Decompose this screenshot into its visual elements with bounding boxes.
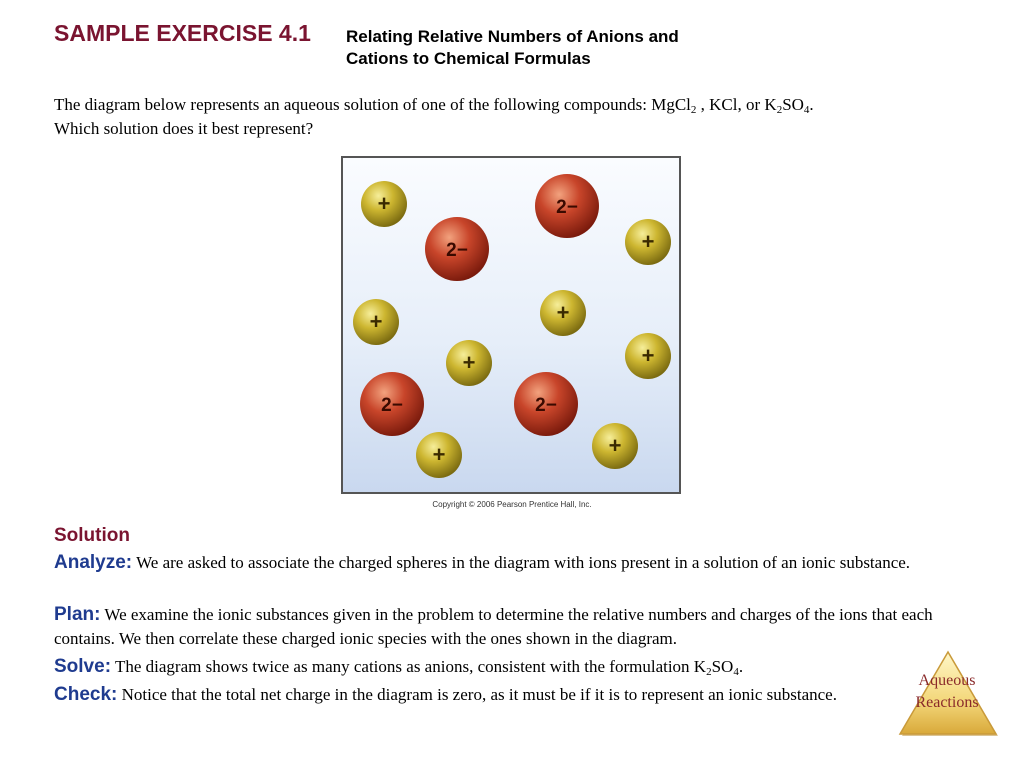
svg-text:2−: 2−	[556, 197, 578, 218]
anion-sphere	[360, 372, 424, 436]
analyze-label: Analyze:	[54, 552, 133, 573]
exercise-subtitle	[346, 26, 766, 70]
plan-section	[54, 603, 954, 651]
plan-label: Plan:	[54, 604, 101, 625]
analyze-section	[54, 551, 954, 575]
cation-sphere	[446, 340, 492, 386]
cation-sphere	[416, 432, 462, 478]
anion-sphere	[514, 372, 578, 436]
check-label: Check:	[54, 684, 118, 705]
cation-sphere	[361, 181, 407, 227]
svg-text:2−: 2−	[446, 240, 468, 261]
check-section	[54, 683, 892, 707]
cation-sphere	[353, 299, 399, 345]
question-line-1: The diagram below represents an aqueous solution of one of the following compounds: MgCl$_2$ , KCl, or $K_2SO_4$.	[54, 95, 814, 116]
svg-text:+: +	[462, 350, 476, 375]
check-text: Notice that the total net charge in the diagram is zero, as it must be if it is to represent an ionic substance.	[121, 685, 837, 704]
question-line-2: Which solution does it best represent?	[54, 119, 314, 138]
plan-text: We examine the ionic substances given in the problem to determine the relative numbers and charges of the ions that each contains. We then correlate these charged ionic species with the ones shown in the diagram.	[54, 605, 933, 648]
aqueous-reactions-label[interactable]: Aqueous Reactions	[915, 672, 979, 711]
svg-text:+: +	[641, 343, 655, 368]
solution-heading: Solution	[54, 525, 130, 546]
svg-text:+: +	[369, 309, 383, 334]
solve-section	[54, 655, 884, 679]
copyright-notice: Copyright © 2006 Pearson Prentice Hall, Inc.	[432, 500, 592, 509]
svg-text:+: +	[608, 433, 622, 458]
svg-text:+: +	[377, 191, 391, 216]
subtitle-line-1: Relating Relative Numbers of Anions and	[346, 27, 679, 46]
exercise-title: SAMPLE EXERCISE 4.1	[54, 20, 311, 46]
svg-text:+: +	[432, 442, 446, 467]
subtitle-line-2: Cations to Chemical Formulas	[346, 49, 591, 68]
cation-sphere	[540, 290, 586, 336]
svg-text:2−: 2−	[381, 395, 403, 416]
svg-text:+: +	[556, 300, 570, 325]
anion-sphere	[425, 217, 489, 281]
question-text	[54, 93, 974, 141]
cation-sphere	[592, 423, 638, 469]
ion-diagram	[341, 156, 681, 494]
anion-sphere	[535, 174, 599, 238]
ion-diagram-canvas	[343, 158, 679, 492]
solve-label: Solve:	[54, 656, 112, 677]
analyze-text: We are asked to associate the charged spheres in the diagram with ions present in a solution of an ionic substance.	[136, 553, 911, 572]
solve-text: The diagram shows twice as many cations as anions, consistent with the formulation $K_2SO_4$.	[114, 657, 744, 678]
svg-text:+: +	[641, 229, 655, 254]
svg-text:2−: 2−	[535, 395, 557, 416]
cation-sphere	[625, 219, 671, 265]
cation-sphere	[625, 333, 671, 379]
